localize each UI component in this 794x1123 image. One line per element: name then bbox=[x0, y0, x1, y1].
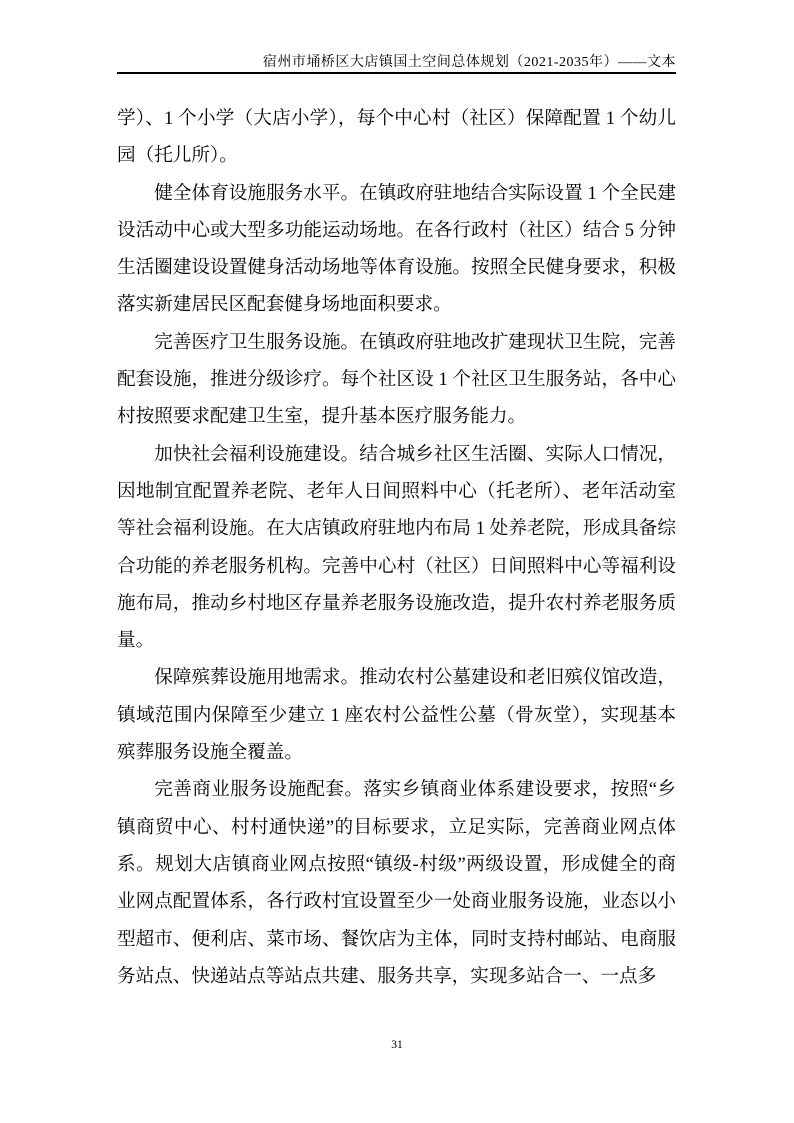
paragraph: 学）、1 个小学（大店小学），每个中心村（社区）保障配置 1 个幼儿园（托儿所）。 bbox=[117, 108, 676, 167]
paragraph: 加快社会福利设施建设。结合城乡社区生活圈、实际人口情况，因地制宜配置养老院、老年人日间照料中心（托老所）、老年活动室等社会福利设施。在大店镇政府驻地内布局 1 处养老院，形成具备综合功能的养老服务机构。完善中心村（社区）日间照料中心等福利设施布局，推动乡村地区存量养老服务设施改造，提升农村养老服务质量。 bbox=[117, 443, 676, 652]
paragraph: 保障殡葬设施用地需求。推动农村公墓建设和老旧殡仪馆改造，镇域范围内保障至少建立 1 座农村公益性公墓（骨灰堂），实现基本殡葬服务设施全覆盖。 bbox=[117, 667, 676, 764]
document-body bbox=[117, 100, 676, 995]
paragraph: 完善商业服务设施配套。落实乡镇商业体系建设要求，按照“乡镇商贸中心、村村通快递”的目标要求，立足实际，完善商业网点体系。规划大店镇商业网点按照“镇级-村级”两级设置，形成健全的商业网点配置体系，各行政村宜设置至少一处商业服务设施，业态以小型超市、便利店、菜市场、餐饮店为主体，同时支持村邮站、电商服务站点、快递站点等站点共建、服务共享，实现多站合一、一点多 bbox=[117, 779, 676, 987]
paragraph: 健全体育设施服务水平。在镇政府驻地结合实际设置 1 个全民建设活动中心或大型多功能运动场地。在各行政村（社区）结合 5 分钟生活圈建设设置健身活动场地等体育设施。按照全民健身要求，积极落实新建居民区配套健身场地面积要求。 bbox=[117, 182, 676, 316]
header-rule bbox=[117, 72, 676, 74]
page-number: 31 bbox=[391, 1039, 403, 1051]
page-header-title: 宿州市埇桥区大店镇国土空间总体规划（2021-2035年）——文本 bbox=[262, 55, 676, 70]
paragraph: 完善医疗卫生服务设施。在镇政府驻地改扩建现状卫生院，完善配套设施，推进分级诊疗。每个社区设 1 个社区卫生服务站，各中心村按照要求配建卫生室，提升基本医疗服务能力。 bbox=[117, 331, 676, 428]
page-footer bbox=[0, 1038, 794, 1052]
